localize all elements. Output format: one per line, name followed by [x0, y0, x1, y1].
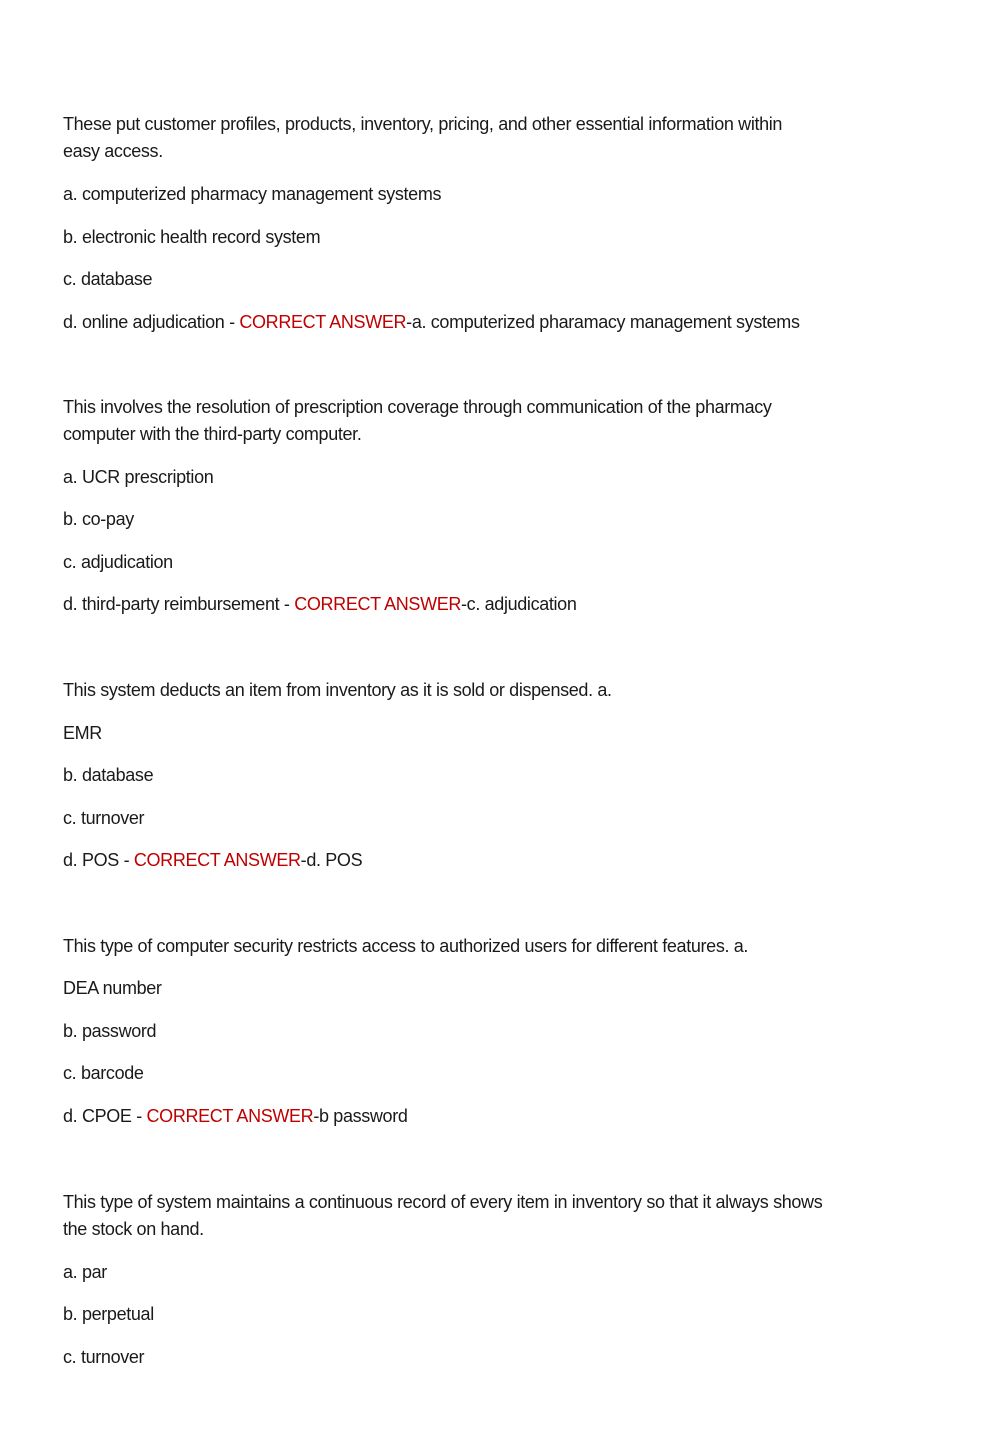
- question-stem-line: the stock on hand.: [63, 1219, 204, 1239]
- correct-answer-label: CORRECT ANSWER: [294, 594, 462, 614]
- question-stem-line: This type of system maintains a continuous record of every item in inventory so that it always shows: [63, 1192, 823, 1212]
- option-d-with-answer: [63, 309, 933, 336]
- option-d: d. CPOE -: [63, 1106, 147, 1126]
- option-d: d. third-party reimbursement -: [63, 594, 295, 614]
- question-stem-line: This type of computer security restricts access to authorized users for different features. a.: [63, 936, 749, 956]
- correct-answer-text: -a. computerized pharamacy management systems: [406, 312, 800, 332]
- option-d-with-answer: [63, 1103, 933, 1130]
- question-3: [63, 677, 933, 874]
- option-c: c. database: [63, 269, 153, 289]
- correct-answer-text: -b password: [313, 1106, 408, 1126]
- question-2: [63, 394, 933, 618]
- option-c: c. adjudication: [63, 552, 173, 572]
- option-c: c. turnover: [63, 808, 145, 828]
- option-a: DEA number: [63, 978, 162, 998]
- option-a: EMR: [63, 723, 102, 743]
- option-b: b. co-pay: [63, 509, 134, 529]
- option-a: a. computerized pharmacy management systems: [63, 184, 442, 204]
- option-d: d. online adjudication -: [63, 312, 240, 332]
- question-1: [63, 111, 933, 336]
- option-d: d. POS -: [63, 850, 134, 870]
- option-c: c. turnover: [63, 1347, 145, 1367]
- option-b: b. database: [63, 765, 154, 785]
- correct-answer-text: -d. POS: [300, 850, 363, 870]
- option-c: c. barcode: [63, 1063, 144, 1083]
- correct-answer-label: CORRECT ANSWER: [239, 312, 407, 332]
- option-b: b. perpetual: [63, 1304, 154, 1324]
- question-stem-line: These put customer profiles, products, inventory, pricing, and other essential information within: [63, 114, 783, 134]
- question-stem-line: computer with the third-party computer.: [63, 424, 362, 444]
- option-a: a. par: [63, 1262, 107, 1282]
- option-d-with-answer: [63, 591, 933, 618]
- question-stem-line: This system deducts an item from inventory as it is sold or dispensed. a.: [63, 680, 612, 700]
- option-d-with-answer: [63, 847, 933, 874]
- correct-answer-text: -c. adjudication: [461, 594, 577, 614]
- option-a: a. UCR prescription: [63, 467, 214, 487]
- option-b: b. password: [63, 1021, 157, 1041]
- question-stem-line: easy access.: [63, 141, 163, 161]
- question-stem-line: This involves the resolution of prescription coverage through communication of the pharmacy: [63, 397, 772, 417]
- correct-answer-label: CORRECT ANSWER: [146, 1106, 314, 1126]
- option-b: b. electronic health record system: [63, 227, 321, 247]
- correct-answer-label: CORRECT ANSWER: [133, 850, 301, 870]
- question-4: [63, 933, 933, 1130]
- question-5: [63, 1189, 933, 1371]
